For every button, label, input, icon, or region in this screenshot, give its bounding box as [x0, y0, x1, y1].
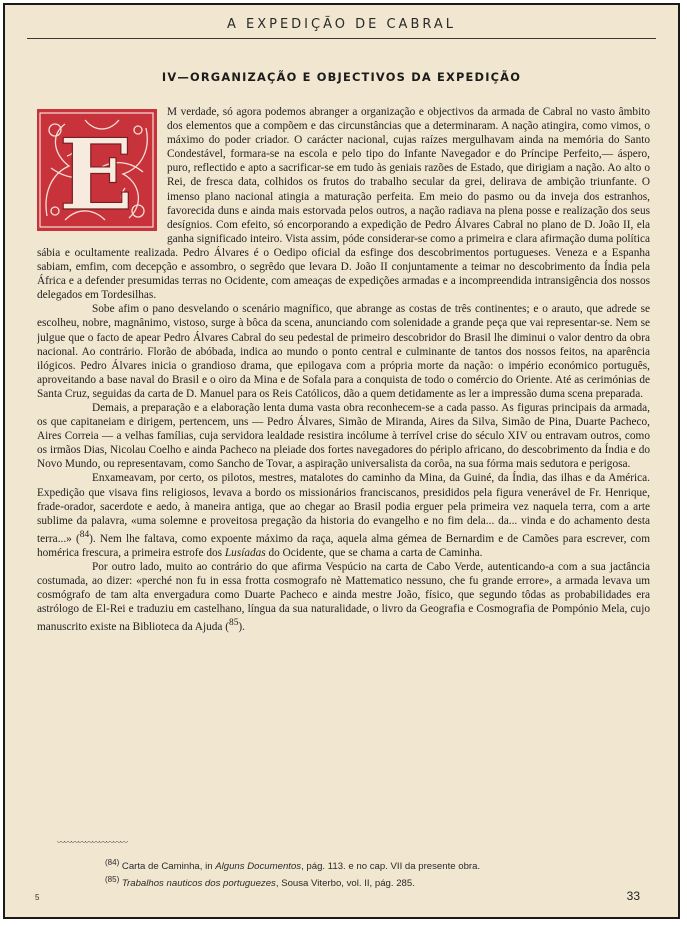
- footnote-85: [105, 874, 625, 891]
- footnote-text: , pág. 113. e no cap. VII da presente obra.: [301, 861, 481, 873]
- paragraph-5-text-a: Por outro lado, muito ao contrário do que afirma Vespúcio na carta de Cabo Verde, autenticando-a com a sua jactância costumada, ao dizer: «perché non fu in essa frotta cosmografo nè Mattematico nessuno, che fu grande errore», a armada levava um cosmógrafo de tam alta envergadura como Duarte Pacheco e ainda mestre João, físico, que segundo tôdas as probabilidades era astrólogo de El-Rei e traduziu em castelhano, língua da sua naturalidade, o livro da Geografia e Cosmografia de Pompónio Mela, cujo manuscrito existe na Biblioteca da Ajuda (: [37, 560, 650, 633]
- running-head: A EXPEDIÇÃO DE CABRAL: [226, 17, 457, 32]
- chapter-title: IV—ORGANIZAÇÃO E OBJECTIVOS DA EXPEDIÇÃO: [161, 70, 522, 84]
- paragraph-4: [37, 471, 650, 559]
- page-number: 33: [626, 889, 640, 903]
- footnote-ref-85[interactable]: 85: [229, 618, 239, 629]
- paragraph-5: [37, 560, 650, 634]
- page: [3, 3, 680, 919]
- paragraph-4-text-c: do Ocidente, que se chama a carta de Caminha.: [265, 546, 483, 559]
- footnote-separator: 〰〰〰〰〰〰〰〰〰〰: [57, 838, 127, 847]
- footnote-ref-84[interactable]: 84: [79, 529, 90, 540]
- footnote-mark: (84): [105, 858, 120, 867]
- footnote-source-title: Trabalhos nauticos dos portuguezes: [121, 877, 276, 889]
- lusiadas-title: Lusíadas: [224, 546, 266, 559]
- paragraph-1: [37, 105, 650, 302]
- paragraph-5-text-b: ).: [238, 620, 245, 633]
- paragraph-3: Demais, a preparação e a elaboração lenta duma vasta obra reconhecem-se a cada passo. As figuras principais da armada, os que capitaneiam e dirigem, pertencem, uns — Pedro Álvares, Simão de Miranda, Aires da Silva, Simão de Pina, Duarte Pacheco, Aires Correia — a velhas famílias, cuja servidora lealdade resistira incólume à terrível crise do século XIV ou entravam outros, como os irmãos Dias, Nicolau Coelho e ainda Pacheco na pleiade dos fortes navegadores do périplo africano, do descobrimento da Índia e do Novo Mundo, ou representavam, como Sancho de Tovar, a aspiração universalista da corôa, na sua fórma mais sedutora e perigosa.: [37, 401, 650, 471]
- paragraph-4-text-b: ). Nem lhe faltava, como expoente máximo da raça, aquela alma gémea de Bernardim e de Camões para escrever, com homérica frescura, a primeira estrofe dos: [37, 532, 650, 559]
- footnote-84: [105, 857, 625, 874]
- footnote-text: , Sousa Viterbo, vol. II, pág. 285.: [275, 877, 415, 889]
- drop-cap-letter: E: [58, 118, 134, 232]
- header-rule: [27, 38, 656, 39]
- paragraph-2: Sobe afim o pano desvelando o scenário magnífico, que abrange as costas de três continentes; e o arauto, que adrede se escolheu, nobre, magnânimo, vistoso, surge à bôca da scena, anunciando com solenidade a grande peça que vai representar-se. Nem se julgue que o facto de apear Pedro Álvares Cabral do seu pedestal de primeiro descobridor do Brasil lhe diminui o valor dentro da obra nacional. Ao contrário. Florão de abóbada, indica ao mundo o ponto central e culminante de tantos dos nossos feitos, na aparência ilógicos. Pedro Álvares inicia o grandioso drama, que epilogava com a própria morte da nação: o império económico português, aproveitando a base naval do Brasil e o oiro da Mina e de Sofala para a conquista de todo o comércio do Oriente. Até as cerimónias de Santa Cruz, seguidas da carta de D. Manuel para os Reis Católicos, dão a quem detidamente as ler a impressão duma scena preparada.: [37, 303, 650, 400]
- footnotes: [105, 857, 625, 890]
- paragraph-1-text: M verdade, só agora podemos abranger a organização e objectivos da armada de Cabral no vasto âmbito dos elementos que a compõem e das circunstâncias que a determinaram. A nação atingira, como vimos, o máximo do poder criador. O carácter nacional, cujas raízes mergulhavam ainda na memória do Santo Condestável, formara-se na escola e pelo tipo do Infante Navegador e do Príncipe Perfeito,— áspero, puro, reflectido e apto a sacrificar-se em tudo às geniais razões de Estado, que dirigiam a nação. Ao alto o Rei, de fresca data, colhidos os frutos do trabalho secular da grei, delirava de ambição triunfante. O imenso plano nacional atingia a maturação perfeita. Em meio do pasmo ou da inveja dos estranhos, favorecida duns e ainda mais estorvada pelos outros, a nação radiava na plena posse e realização dos seus desígnios. Com efeito, só encorporando a expedição de Pedro Álvares Cabral no plano de D. João II, ela ganha significado inteiro. Vista assim, póde considerar-se como a primeira e clara afirmação duma política sábia e ocultamente realizada. Pedro Álvares é o Oedipo oficial da esfinge dos descobrimentos portugueses. Veneza e a Espanha sabiam, emfim, com decepção e assombro, o segrêdo que levara D. João II conjuntamente a teimar no descobrimento da Índia pela África e a defender presumidas terras no Ocidente, com ameaças de expedições armadas e a incompreendida intransigência dos nossos delegados em Tordesilhas.: [37, 106, 650, 302]
- footnote-mark: (85): [105, 874, 120, 884]
- footnote-text: Carta de Caminha, in: [121, 861, 216, 873]
- paragraph-4-text-a: Enxameavam, por certo, os pilotos, mestres, matalotes do caminho da Mina, da Guiné, da Índia, das ilhas e da América. Expedição que visava fins religiosos, levava a bordo os missionários franciscanos, presididos pela figura venerável de Fr. Henrique, frade-orador, sacerdote e aedo, à maneira antiga, que ao chegar ao Brasil podia erguer pela primeira vez naquela terra, com a arte sublime da palavra, «uma solemne e proveitosa pregação da historia do evangelho e no fim dela... da... vinda e do achamento desta terra...» (: [37, 472, 650, 545]
- footnote-source-title: Alguns Documentos: [215, 861, 302, 873]
- signature-mark: 5: [35, 893, 40, 902]
- drop-cap-ornament: [37, 108, 158, 232]
- body-text: [37, 105, 650, 820]
